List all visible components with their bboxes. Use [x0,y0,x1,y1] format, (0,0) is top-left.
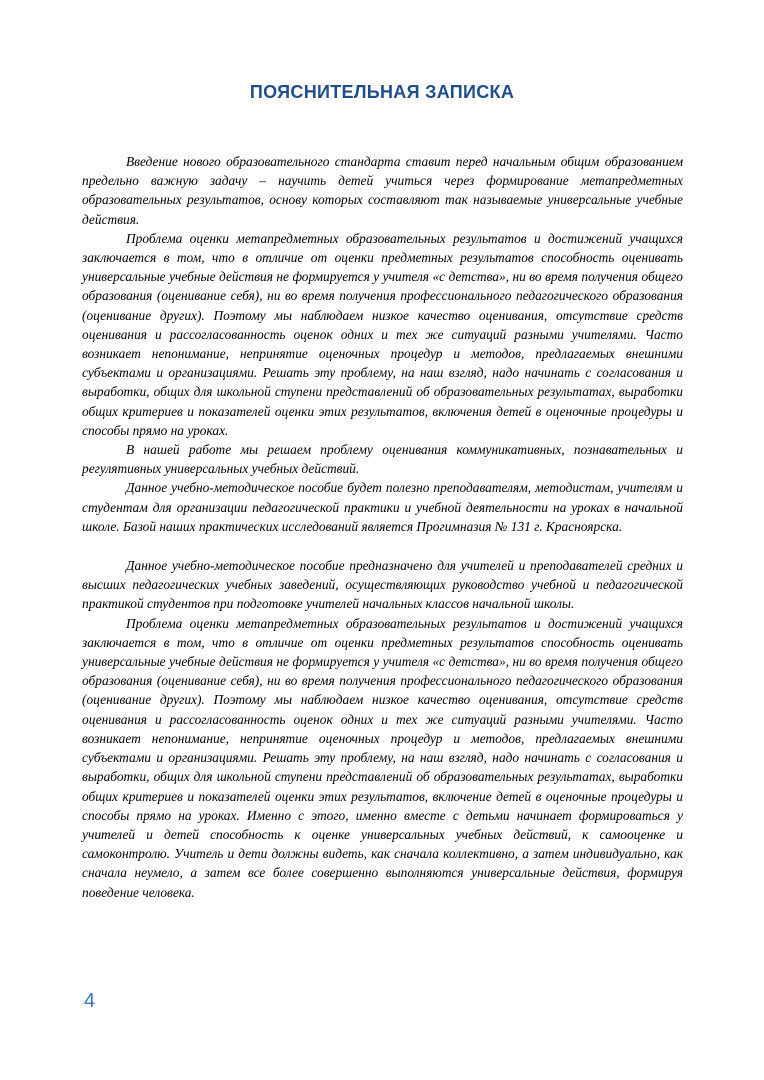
page-number: 4 [84,990,96,1012]
page-title: ПОЯСНИТЕЛЬНАЯ ЗАПИСКА [249,82,515,102]
body-text [82,152,683,902]
section-gap [82,536,683,556]
paragraph: Проблема оценки метапредметных образовательных результатов и достижений учащихся заключается в том, что в отличие от оценки предметных результатов способность оценивать универсальные учебные действия не формируется у учителя «с детства», ни во время получения общего образования (оценивание себя), ни во время получения профессионального педагогического образования (оценивание других). Поэтому мы наблюдаем низкое качество оценивания, отсутствие средств оценивания и рассогласованность оценок одних и тех же ситуаций разными учителями. Часто возникает непонимание, непринятие оценочных процедур и методов, предлагаемых внешними субъектами и организациями. Решать эту проблему, на наш взгляд, надо начинать с согласования и выработки, общих для школьной ступени представлений об образовательных результатах, выработки общих критериев и показателей оценки этих результатов, включения детей в оценочные процедуры и способы прямо на уроках. [82,230,683,438]
paragraph: В нашей работе мы решаем проблему оценивания коммуникативных, познавательных и регулятивных универсальных учебных действий. [82,442,683,477]
paragraph: Данное учебно-методическое пособие предназначено для учителей и преподавателей средних и высших педагогических учебных заведений, осуществляющих руководство учебной и педагогической практикой студентов при подготовке учителей начальных классов начальной школы. [82,558,683,612]
paragraph: Проблема оценки метапредметных образовательных результатов и достижений учащихся заключается в том, что в отличие от оценки предметных результатов способность оценивать универсальные учебные действия не формируется у учителя «с детства», ни во время получения общего образования (оценивание себя), ни во время получения профессионального педагогического образования (оценивание других). Поэтому мы наблюдаем низкое качество оценивания, отсутствие средств оценивания и рассогласованность оценок одних и тех же ситуаций разными учителями. Часто возникает непонимание, непринятие оценочных процедур и методов, предлагаемых внешними субъектами и организациями. Решать эту проблему, на наш взгляд, надо начинать с согласования и выработки, общих для школьной ступени представлений об образовательных результатах, выработки общих критериев и показателей оценки этих результатов, включение детей в оценочные процедуры и способы прямо на уроках. Именно с этого, именно вместе с детьми начинает формироваться у учителей и детей способность к оценке универсальных учебных действий, к самооценке и самоконтролю. Учитель и дети должны видеть, как сначала коллективно, а затем индивидуально, как сначала неумело, а затем все более совершенно выполняются универсальные действия, формируя поведение человека. [82,615,683,900]
paragraph: Данное учебно-методическое пособие будет полезно преподавателям, методистам, учителям и студентам для организации педагогической практики и учебной деятельности на уроках в начальной школе. Базой наших практических исследований является Прогимназия № 131 г. Красноярска. [82,480,683,534]
paragraph: Введение нового образовательного стандарта ставит перед начальным общим образованием предельно важную задачу – научить детей учиться через формирование метапредметных образовательных результатов, основу которых составляют так называемые универсальные учебные действия. [82,154,683,227]
